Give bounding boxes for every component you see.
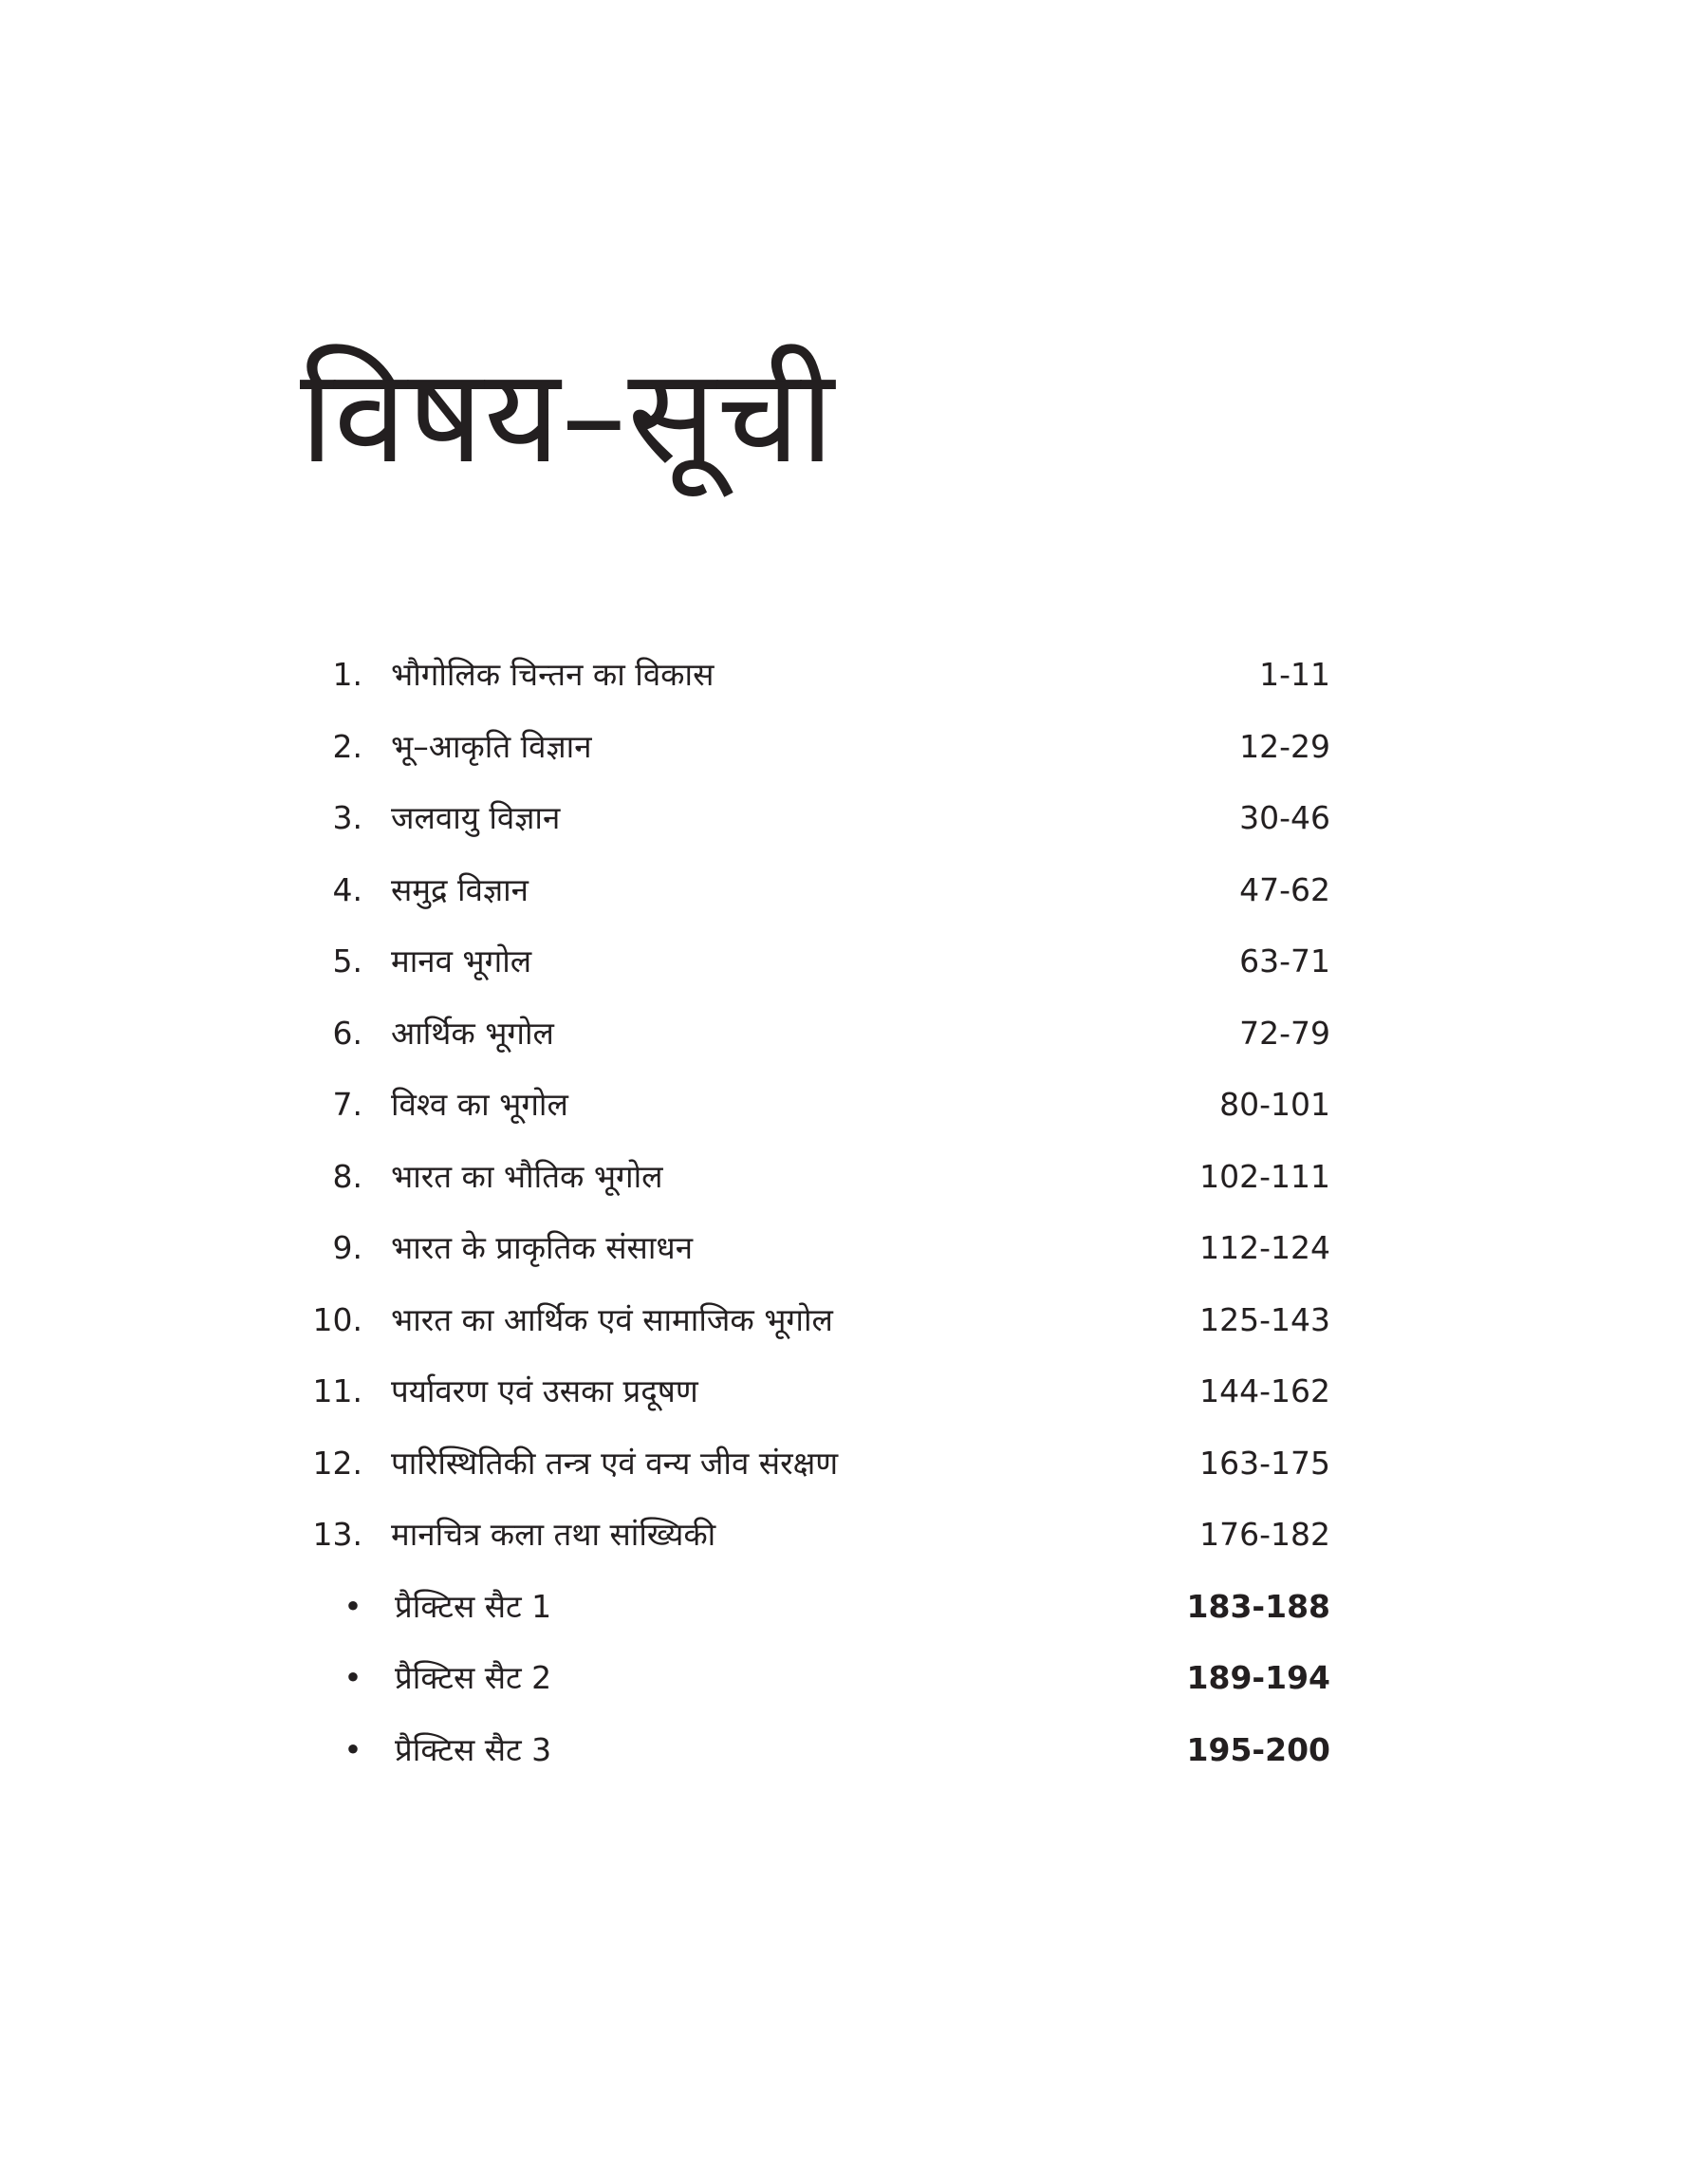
toc-entry-6[interactable] — [300, 998, 1330, 1070]
chapter-title: भू–आकृति विज्ञान — [391, 727, 592, 765]
chapter-number: 6. — [332, 1014, 362, 1052]
chapter-number: 2. — [332, 727, 362, 765]
page-range: 30-46 — [1239, 799, 1330, 836]
chapter-number: 9. — [332, 1229, 362, 1266]
chapter-number: 8. — [332, 1157, 362, 1195]
toc-entry-1[interactable] — [300, 639, 1330, 711]
chapter-title: भारत के प्राकृतिक संसाधन — [391, 1229, 694, 1266]
table-of-contents — [300, 639, 1330, 1785]
toc-entry-9[interactable] — [300, 1212, 1330, 1284]
bullet-icon: • — [343, 1730, 362, 1768]
page-range: 163-175 — [1199, 1444, 1330, 1482]
practice-set-title: प्रैक्टिस सैट 3 — [395, 1730, 552, 1768]
toc-entry-8[interactable] — [300, 1141, 1330, 1213]
page-range: 176-182 — [1199, 1516, 1330, 1553]
chapter-number: 4. — [332, 870, 362, 908]
chapter-title: मानव भूगोल — [391, 942, 532, 980]
toc-entry-5[interactable] — [300, 925, 1330, 998]
toc-entry-2[interactable] — [300, 711, 1330, 783]
chapter-title: विश्व का भूगोल — [391, 1086, 568, 1123]
chapter-title: आर्थिक भूगोल — [391, 1014, 554, 1052]
page-title: विषय–सूची — [300, 340, 835, 493]
toc-entry-12[interactable] — [300, 1427, 1330, 1500]
page-range: 80-101 — [1219, 1086, 1330, 1123]
toc-practice-set-3[interactable] — [300, 1714, 1330, 1786]
chapter-title: जलवायु विज्ञान — [391, 799, 561, 836]
page-range: 47-62 — [1239, 870, 1330, 908]
chapter-number: 3. — [332, 799, 362, 836]
page-range: 125-143 — [1199, 1300, 1330, 1338]
page-range: 144-162 — [1199, 1372, 1330, 1409]
chapter-number: 13. — [312, 1516, 362, 1553]
bullet-icon: • — [343, 1659, 362, 1696]
page-range: 112-124 — [1199, 1229, 1330, 1266]
toc-entry-4[interactable] — [300, 854, 1330, 926]
page-range: 63-71 — [1239, 942, 1330, 980]
practice-set-title: प्रैक्टिस सैट 2 — [395, 1659, 552, 1696]
page-range: 183-188 — [1186, 1587, 1330, 1625]
page-range: 12-29 — [1239, 727, 1330, 765]
page-range: 102-111 — [1199, 1157, 1330, 1195]
toc-practice-set-1[interactable] — [300, 1571, 1330, 1643]
chapter-number: 5. — [332, 942, 362, 980]
page-range: 72-79 — [1239, 1014, 1330, 1052]
chapter-title: समुद्र विज्ञान — [391, 870, 529, 908]
toc-entry-10[interactable] — [300, 1284, 1330, 1356]
bullet-icon: • — [343, 1587, 362, 1625]
chapter-number: 12. — [312, 1444, 362, 1482]
chapter-title: पर्यावरण एवं उसका प्रदूषण — [391, 1372, 698, 1409]
toc-entry-7[interactable] — [300, 1069, 1330, 1141]
chapter-number: 10. — [312, 1300, 362, 1338]
toc-entry-11[interactable] — [300, 1355, 1330, 1427]
chapter-title: भारत का भौतिक भूगोल — [391, 1157, 663, 1195]
chapter-title: पारिस्थितिकी तन्त्र एवं वन्य जीव संरक्षण — [391, 1444, 839, 1482]
chapter-number: 7. — [332, 1086, 362, 1123]
chapter-title: भारत का आर्थिक एवं सामाजिक भूगोल — [391, 1300, 833, 1338]
page-range: 189-194 — [1186, 1659, 1330, 1696]
practice-set-title: प्रैक्टिस सैट 1 — [395, 1587, 552, 1625]
page-range: 1-11 — [1259, 656, 1330, 693]
chapter-title: मानचित्र कला तथा सांख्यिकी — [391, 1516, 716, 1553]
toc-entry-3[interactable] — [300, 782, 1330, 854]
page-range: 195-200 — [1186, 1730, 1330, 1768]
chapter-number: 11. — [312, 1372, 362, 1409]
chapter-title: भौगोलिक चिन्तन का विकास — [391, 656, 715, 693]
chapter-number: 1. — [332, 656, 362, 693]
toc-practice-set-2[interactable] — [300, 1642, 1330, 1714]
toc-entry-13[interactable] — [300, 1499, 1330, 1571]
